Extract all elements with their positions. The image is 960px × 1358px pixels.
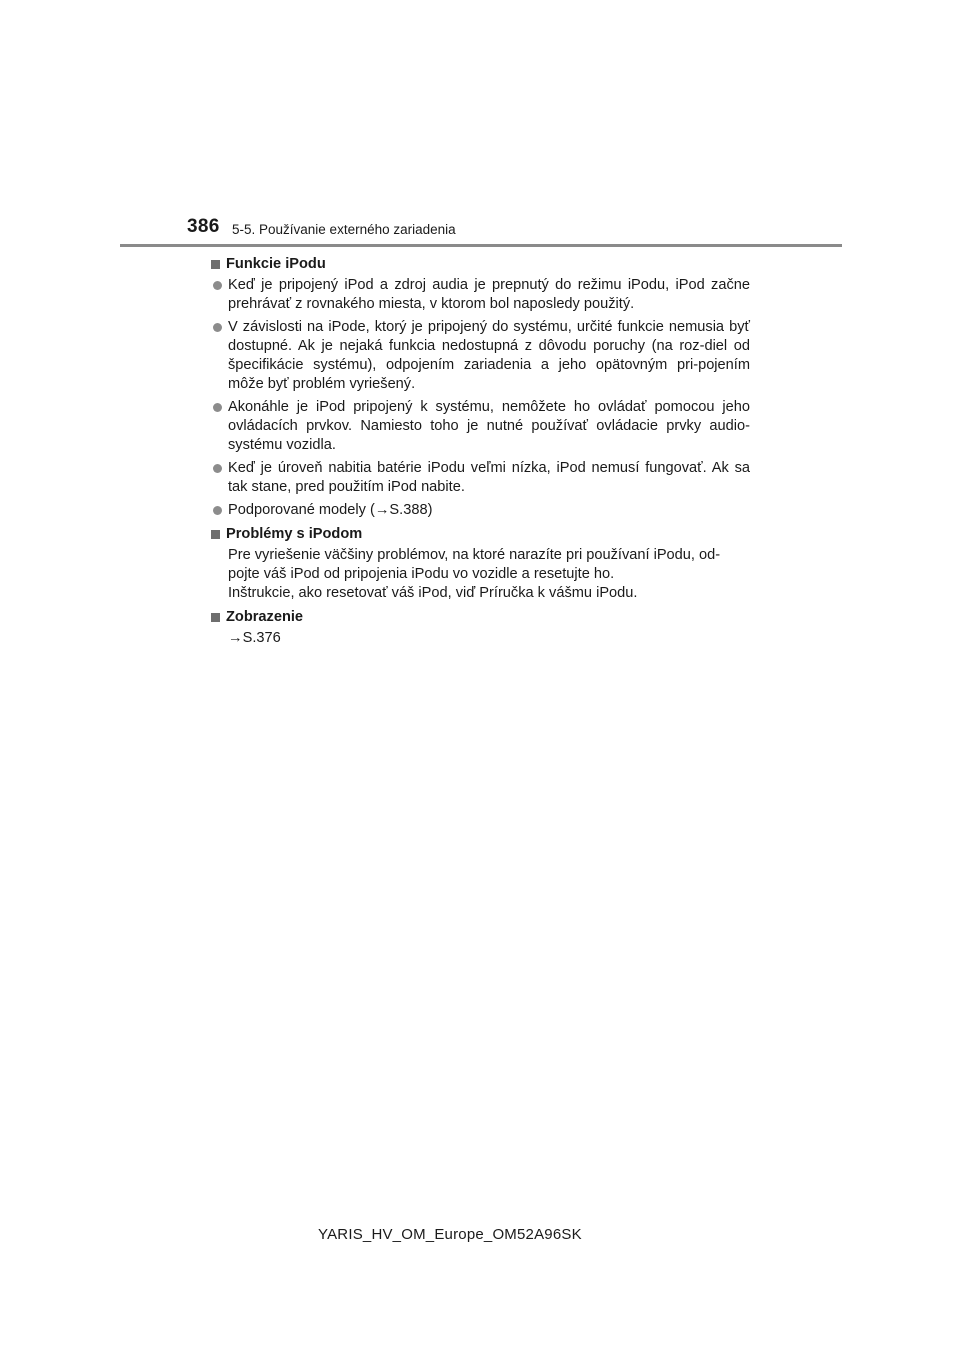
circle-bullet-icon [213, 464, 222, 473]
header-rule [120, 244, 842, 247]
square-bullet-icon [211, 613, 220, 622]
list-item [210, 276, 750, 314]
section-display [210, 607, 750, 648]
document-code: YARIS_HV_OM_Europe_OM52A96SK [318, 1226, 582, 1243]
section-title: Funkcie iPodu [226, 255, 326, 272]
bullet-text: Akonáhle je iPod pripojený k systému, nemôžete ho ovládať pomocou jeho ovládacích prvkov. Namiesto toho je nutné používať ovládacie prvky audio-systému vozidla. [228, 399, 750, 453]
paragraph-line: Inštrukcie, ako resetovať váš iPod, viď Príručka k vášmu iPodu. [228, 585, 638, 601]
paragraph-line: pojte váš iPod od pripojenia iPodu vo vozidle a resetujte ho. [228, 566, 615, 582]
page-reference-link[interactable]: →S.376 [228, 630, 281, 646]
square-bullet-icon [211, 530, 220, 539]
page-content [210, 254, 750, 648]
section-paragraph [210, 546, 750, 603]
chapter-title: 5-5. Používanie externého zariadenia [232, 222, 456, 237]
section-heading [210, 524, 750, 544]
section-heading [210, 607, 750, 627]
bullet-text: Keď je pripojený iPod a zdroj audia je prepnutý do režimu iPodu, iPod začne prehrávať z rovnakého miesta, v ktorom bol naposledy použitý. [228, 277, 750, 312]
circle-bullet-icon [213, 281, 222, 290]
list-item [210, 501, 750, 520]
bullet-text: V závislosti na iPode, ktorý je pripojený do systému, určité funkcie nemusia byť dostupné. Ak je nejaká funkcia nedostupná z dôvodu poruchy (na roz-diel od špecifikácie systému), odpojením zariadenia a jeho opätovným pri-pojením môže byť problém vyriešený. [228, 319, 750, 392]
circle-bullet-icon [213, 506, 222, 515]
section-ipod-functions [210, 254, 750, 520]
bullet-list [210, 276, 750, 520]
bullet-text: Keď je úroveň nabitia batérie iPodu veľmi nízka, iPod nemusí fungovať. Ak sa tak stane, pred použitím iPod nabite. [228, 460, 750, 495]
section-heading [210, 254, 750, 274]
list-item [210, 398, 750, 455]
square-bullet-icon [211, 260, 220, 269]
circle-bullet-icon [213, 403, 222, 412]
list-item [210, 318, 750, 394]
list-item [210, 459, 750, 497]
section-title: Problémy s iPodom [226, 525, 363, 542]
section-ipod-problems [210, 524, 750, 603]
page-number: 386 [187, 216, 220, 237]
bullet-text: Podporované modely (→S.388) [228, 502, 433, 518]
paragraph-line: Pre vyriešenie väčšiny problémov, na ktoré narazíte pri používaní iPodu, od- [228, 547, 721, 563]
circle-bullet-icon [213, 323, 222, 332]
section-title: Zobrazenie [226, 608, 304, 625]
